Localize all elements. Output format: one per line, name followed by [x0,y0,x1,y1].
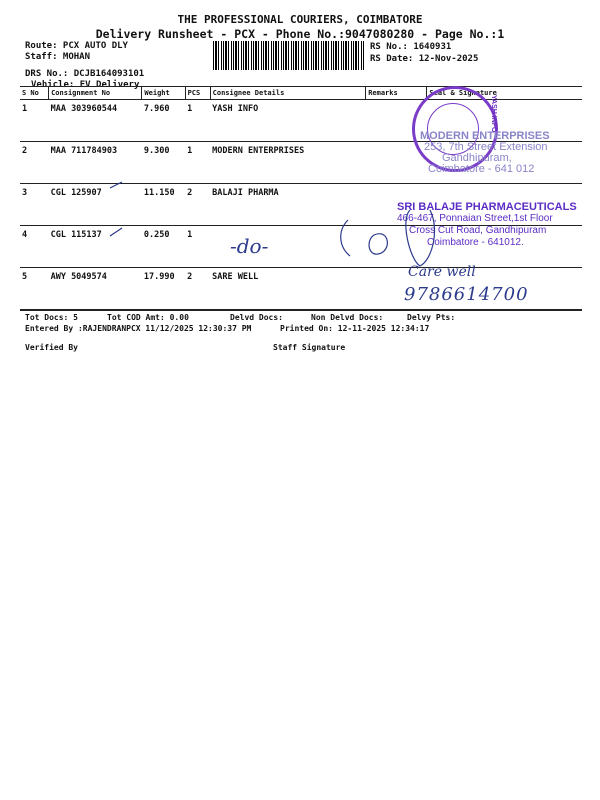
phone-handwriting: 9786614700 [404,284,529,305]
printed-on: Printed On: 12-11-2025 12:34:17 [280,324,430,333]
cell-consignee: SARE WELL [210,268,366,311]
cell-sno: 1 [20,100,49,142]
company-title: THE PROFESSIONAL COURIERS, COIMBATORE [177,13,423,26]
col-sno: S No [20,87,49,100]
non-delvd-docs: Non Delvd Docs: [311,313,384,322]
vehicle-text: Vehicle: EV Delivery [31,80,140,90]
stamp-line: 466-467, Ponnaian Street,1st Floor [397,213,553,224]
table-header-row [20,87,582,100]
cell-consignment: AWY 5049574 [49,268,142,311]
cell-consignment: CGL 125907 [49,184,142,226]
route-text: Route: PCX AUTO DLY [25,41,128,51]
cell-sno: 5 [20,268,49,311]
barcode [213,41,365,70]
cell-consignee: BALAJI PHARMA [210,184,366,226]
cell-weight: 9.300 [142,142,185,184]
entered-by: Entered By :RAJENDRANPCX 11/12/2025 12:30:37 PM [25,324,252,333]
sarewell-handwriting: Care well [408,264,476,280]
col-seal-signature: Seal & Signature [427,87,582,100]
cell-pcs: 2 [185,184,210,226]
cell-consignment: MAA 711784903 [49,142,142,184]
cell-sno: 3 [20,184,49,226]
staff-text: Staff: MOHAN [25,52,91,62]
runsheet-subtitle: Delivery Runsheet - PCX - Phone No.:9047080280 - Page No.:1 [95,27,505,41]
col-consignment: Consignment No [49,87,142,100]
modern-enterprises-stamp [420,131,550,175]
cell-sno: 4 [20,226,49,268]
stamp-line: Gandhipuram, [442,152,512,164]
stamp-line: Coimbatore - 641 012 [428,163,535,175]
cell-weight: 7.960 [142,100,185,142]
cell-consignee: MODERN ENTERPRISES [210,142,366,184]
stamp-line: MODERN ENTERPRISES [420,130,550,142]
stamp-line: SRI BALAJE PHARMACEUTICALS [397,201,577,213]
ditto-handwriting: -do- [230,234,269,258]
cell-pcs: 1 [185,226,210,268]
yash-seal-text: YASH INFO [490,95,497,133]
cell-pcs: 1 [185,142,210,184]
tot-cod-amt: Tot COD Amt: 0.00 [107,313,189,322]
staff-signature: Staff Signature [273,343,346,352]
cell-consignment: MAA 303960544 [49,100,142,142]
verified-by: Verified By [25,343,78,352]
cell-consignee: YASH INFO [210,100,366,142]
cell-weight: 11.150 [142,184,185,226]
col-pcs: PCS [185,87,210,100]
rs-date: RS Date: 12-Nov-2025 [370,54,479,64]
col-consignee: Consignee Details [210,87,366,100]
header-left [25,41,144,91]
delvy-pts: Delvy Pts: [407,313,456,322]
rs-number: RS No.: 1640931 [370,42,452,52]
cell-pcs: 2 [185,268,210,311]
tot-docs: Tot Docs: 5 [25,313,78,322]
cell-weight: 0.250 [142,226,185,268]
col-remarks: Remarks [366,87,427,100]
delvd-docs: Delvd Docs: [230,313,283,322]
cell-weight: 17.990 [142,268,185,311]
cell-consignment: CGL 115137 [49,226,142,268]
cell-pcs: 1 [185,100,210,142]
rs-info [370,41,478,65]
stamp-line: Cross Cut Road, Gandhipuram [409,225,547,236]
cell-sno: 2 [20,142,49,184]
stamp-line: 253, 7th Street Extension [424,141,548,153]
col-weight: Weight [142,87,185,100]
drs-number: DRS No.: DCJB164093101 [25,69,145,79]
stamp-line: Coimbatore - 641012. [427,237,524,248]
